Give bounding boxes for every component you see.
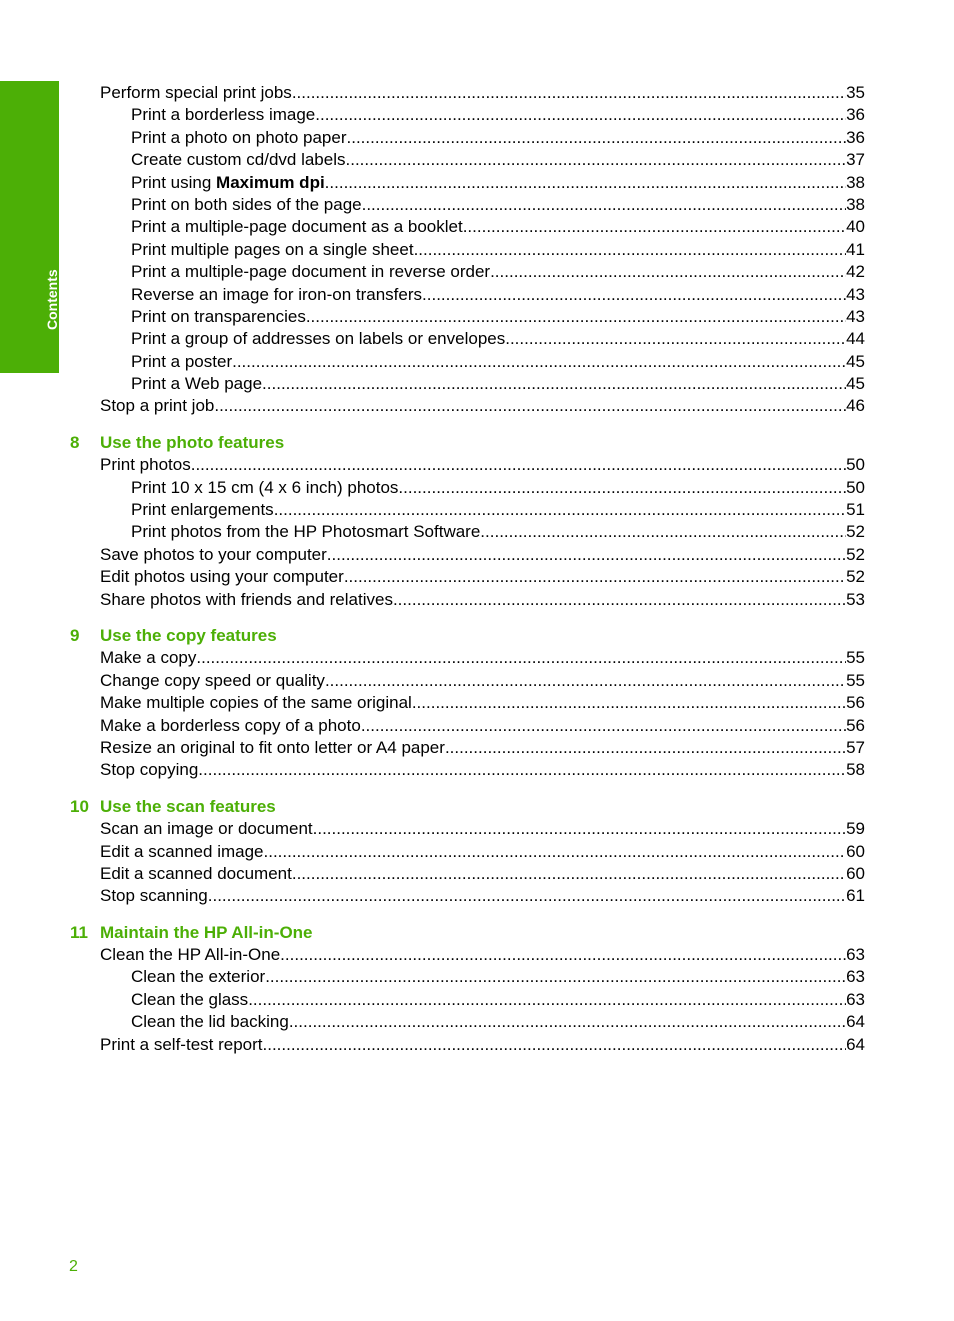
toc-entry-title (100, 82, 292, 104)
toc-row (0, 647, 954, 669)
toc-entry-title-text: Print photos from the HP Photosmart Software (131, 522, 481, 542)
toc-page-number: 60 (846, 841, 865, 861)
toc-row (0, 966, 954, 988)
toc-row (0, 351, 954, 373)
dot-leader (208, 885, 846, 907)
toc-entry-title (131, 499, 274, 521)
dot-leader (445, 737, 846, 759)
toc-row (0, 989, 954, 1011)
toc-entry-title (100, 715, 361, 737)
toc-entry-title (131, 1011, 289, 1033)
toc-row (0, 373, 954, 395)
toc-entry[interactable] (100, 670, 865, 692)
dot-leader (325, 670, 846, 692)
toc-page-number: 36 (846, 127, 865, 147)
toc-row (0, 261, 954, 283)
toc-row (0, 863, 954, 885)
toc-entry[interactable] (131, 499, 865, 521)
chapter-title: Use the scan features (100, 796, 276, 816)
toc-row (0, 499, 954, 521)
chapter-number: 11 (70, 922, 88, 942)
toc-entry[interactable] (100, 841, 865, 863)
chapter-title: Use the copy features (100, 625, 277, 645)
toc-row (0, 818, 954, 840)
toc-entry-title-text: Print a photo on photo paper (131, 127, 347, 147)
toc-page-number: 56 (846, 715, 865, 735)
chapter-title: Use the photo features (100, 432, 285, 452)
dot-leader (398, 477, 846, 499)
toc-row (0, 692, 954, 714)
toc-entry[interactable] (100, 944, 865, 966)
toc-row (0, 841, 954, 863)
chapter-heading[interactable] (0, 922, 954, 944)
dot-leader (265, 966, 846, 988)
toc-page-number: 59 (846, 819, 865, 839)
toc-entry-title (100, 454, 191, 476)
toc-entry-title (131, 989, 248, 1011)
toc-page-number: 37 (846, 150, 865, 170)
toc-entry-title (100, 841, 264, 863)
dot-leader (264, 841, 847, 863)
toc-entry-title-text: Stop a print job (100, 396, 215, 416)
chapter-title: Maintain the HP All-in-One (100, 922, 313, 942)
toc-row (0, 104, 954, 126)
toc-entry[interactable] (100, 647, 865, 669)
dot-leader (346, 149, 847, 171)
toc-page-number: 50 (846, 477, 865, 497)
toc-entry-title-text: Change copy speed or quality (100, 670, 325, 690)
dot-leader (313, 818, 846, 840)
toc-entry-title-text: Save photos to your computer (100, 544, 327, 564)
toc-entry-title-text: Print on transparencies (131, 306, 306, 326)
toc-entry-title (131, 216, 463, 238)
toc-row (0, 737, 954, 759)
toc-entry-title (131, 351, 232, 373)
toc-entry-title-text: Print a Web page (131, 374, 263, 394)
toc-entry-title (131, 521, 480, 543)
toc-row (0, 566, 954, 588)
toc-entry-title-text: Print a poster (131, 351, 233, 371)
toc-page-number: 52 (846, 544, 865, 564)
toc-row (0, 477, 954, 499)
toc-entry-title-text: Stop copying (100, 760, 199, 780)
toc-entry[interactable] (100, 589, 865, 611)
toc-entry-title (131, 261, 490, 283)
toc-row (0, 1011, 954, 1033)
toc-entry[interactable] (100, 715, 865, 737)
chapter-heading[interactable] (0, 796, 954, 818)
toc-entry-title (100, 1034, 263, 1056)
toc-page-number: 60 (846, 863, 865, 883)
dot-leader (325, 172, 846, 194)
toc-entry[interactable] (131, 966, 865, 988)
toc-entry[interactable] (131, 104, 865, 126)
toc-row (0, 454, 954, 476)
toc-entry-title-text: Edit photos using your computer (100, 567, 344, 587)
toc-entry-title (131, 284, 422, 306)
chapter-heading[interactable] (0, 625, 954, 647)
toc-entry[interactable] (131, 149, 865, 171)
toc-entry-title-text: Print enlargements (131, 500, 274, 520)
toc-entry-title (100, 759, 198, 781)
toc-entry-title-text: Print a group of addresses on labels or envelopes (131, 329, 506, 349)
chapter-number: 10 (70, 796, 89, 816)
toc-row (0, 194, 954, 216)
toc-page-number: 64 (846, 1034, 865, 1054)
toc-row (0, 589, 954, 611)
dot-leader (248, 989, 846, 1011)
toc-row (0, 715, 954, 737)
toc-row (0, 521, 954, 543)
dot-leader (414, 239, 847, 261)
toc-entry[interactable] (131, 172, 865, 194)
toc-entry-title (131, 127, 347, 149)
toc-entry-title (100, 692, 412, 714)
toc-row (0, 759, 954, 781)
toc-page-number: 63 (846, 989, 865, 1009)
dot-leader (505, 328, 846, 350)
toc-page-number: 51 (846, 500, 865, 520)
dot-leader (347, 127, 847, 149)
dot-leader (463, 216, 846, 238)
dot-leader (196, 647, 846, 669)
dot-leader (327, 544, 846, 566)
toc-entry-title-text: Reverse an image for iron-on transfers (131, 284, 423, 304)
toc-entry[interactable] (131, 328, 865, 350)
toc-entry-title (131, 373, 262, 395)
toc-row (0, 216, 954, 238)
toc-entry[interactable] (100, 1034, 865, 1056)
dot-leader (362, 194, 846, 216)
dot-leader (262, 373, 846, 395)
toc-entry-title-text: Print multiple pages on a single sheet (131, 239, 414, 259)
toc-entry-title-text: Clean the HP All-in-One (100, 945, 281, 965)
toc-entry[interactable] (131, 1011, 865, 1033)
dot-leader (292, 863, 846, 885)
toc-entry[interactable] (131, 194, 865, 216)
toc-page-number: 38 (846, 172, 865, 192)
toc-entry[interactable] (131, 477, 865, 499)
toc-page-number: 45 (846, 351, 865, 371)
dot-leader (191, 454, 846, 476)
toc-page-number: 44 (846, 329, 865, 349)
toc-page-number: 46 (846, 396, 865, 416)
toc-page-number: 58 (846, 760, 865, 780)
toc-entry[interactable] (100, 737, 865, 759)
toc-entry-title-text: Clean the exterior (131, 967, 266, 987)
toc-entry-title (100, 818, 313, 840)
dot-leader (280, 944, 846, 966)
toc-page-number: 35 (846, 83, 865, 102)
toc-entry[interactable] (131, 239, 865, 261)
toc-page-number: 64 (846, 1012, 865, 1032)
dot-leader (232, 351, 846, 373)
toc-entry[interactable] (100, 454, 865, 476)
dot-leader (214, 395, 846, 417)
toc-page-number: 50 (846, 455, 865, 475)
toc-entry-title-text: Make a borderless copy of a photo (100, 715, 361, 735)
toc-entry-title-text: Create custom cd/dvd labels (131, 150, 346, 170)
toc-entry-title (131, 306, 306, 328)
toc-entry-title-bold: Maximum dpi (216, 172, 325, 192)
chapter-heading[interactable] (0, 432, 954, 454)
toc-page-number: 52 (846, 522, 865, 542)
toc-entry-title (131, 477, 398, 499)
page-number: 2 (69, 1258, 78, 1275)
dot-leader (263, 1034, 847, 1056)
toc-page-number: 53 (846, 589, 865, 609)
toc-page-number: 52 (846, 567, 865, 587)
toc-page-number: 56 (846, 693, 865, 713)
toc-page-number: 57 (846, 737, 865, 757)
toc-entry[interactable] (131, 521, 865, 543)
toc-row (0, 82, 954, 104)
toc-row (0, 306, 954, 328)
toc-entry-title-text: Make multiple copies of the same original (100, 693, 412, 713)
toc-entry[interactable] (100, 395, 865, 417)
toc-row (0, 670, 954, 692)
toc-entry-title (100, 863, 292, 885)
chapter-number: 9 (70, 625, 80, 645)
toc-entry-title-text: Edit a scanned document (100, 863, 292, 883)
toc-page-number: 55 (846, 670, 865, 690)
dot-leader (292, 82, 846, 104)
toc-entry[interactable] (131, 261, 865, 283)
toc-entry-title (100, 589, 393, 611)
toc-row (0, 328, 954, 350)
toc-page-number: 63 (846, 945, 865, 965)
toc-entry[interactable] (100, 544, 865, 566)
toc-entry[interactable] (131, 306, 865, 328)
toc-row (0, 544, 954, 566)
toc-entry-title (131, 239, 414, 261)
toc-entry-title-text: Print a self-test report (100, 1034, 263, 1054)
toc-row (0, 1034, 954, 1056)
toc-entry[interactable] (131, 127, 865, 149)
toc-page-number: 42 (846, 262, 865, 282)
toc-entry[interactable] (100, 863, 865, 885)
toc-entry-title-text: Stop scanning (100, 886, 208, 906)
toc-page-number: 63 (846, 967, 865, 987)
toc-entry-title (100, 647, 196, 669)
toc-entry-title-text: Edit a scanned image (100, 841, 264, 861)
toc-row (0, 284, 954, 306)
toc-entry-title-text: Print a borderless image (131, 105, 316, 125)
toc-entry-title-text: Clean the glass (131, 989, 249, 1009)
toc-entry[interactable] (131, 216, 865, 238)
toc-page-number: 41 (846, 239, 865, 259)
toc-row (0, 395, 954, 417)
dot-leader (361, 715, 846, 737)
toc-entry-title-text: Print photos (100, 455, 191, 475)
toc-entry[interactable] (131, 373, 865, 395)
dot-leader (289, 1011, 846, 1033)
toc-page-number: 43 (846, 284, 865, 304)
toc-entry-title (131, 104, 315, 126)
toc-entry-title (100, 566, 344, 588)
toc-row (0, 239, 954, 261)
toc-entry[interactable] (100, 759, 865, 781)
dot-leader (198, 759, 846, 781)
toc-entry[interactable] (100, 692, 865, 714)
toc-entry[interactable] (100, 82, 865, 104)
toc-entry-title-text: Resize an original to fit onto letter or A4 paper (100, 737, 445, 757)
toc-row (0, 127, 954, 149)
toc-entry-title-text: Print a multiple-page document as a booklet (131, 217, 463, 237)
toc-entry-title-text: Clean the lid backing (131, 1012, 289, 1032)
toc-entry-title-text: Print using (131, 172, 217, 192)
toc-page-number: 36 (846, 105, 865, 125)
dot-leader (490, 261, 846, 283)
dot-leader (315, 104, 846, 126)
toc-entry-title (100, 395, 214, 417)
table-of-contents (0, 82, 954, 1056)
toc-entry-title (100, 544, 327, 566)
toc-entry-title (131, 194, 362, 216)
toc-entry-title-text: Share photos with friends and relatives (100, 589, 393, 609)
dot-leader (412, 692, 846, 714)
toc-entry-title (131, 172, 325, 194)
toc-entry-title-text: Print a multiple-page document in reverse order (131, 262, 491, 282)
side-tab-label: Contents (44, 269, 60, 330)
toc-entry[interactable] (100, 885, 865, 907)
toc-entry[interactable] (100, 818, 865, 840)
toc-entry-title-text: Scan an image or document (100, 819, 313, 839)
toc-page-number: 40 (846, 217, 865, 237)
toc-row (0, 885, 954, 907)
toc-row (0, 944, 954, 966)
dot-leader (344, 566, 846, 588)
toc-page-number: 55 (846, 648, 865, 668)
toc-entry-title-text: Make a copy (100, 648, 197, 668)
toc-page-number: 43 (846, 306, 865, 326)
toc-entry-title (100, 944, 280, 966)
toc-entry-title (100, 670, 325, 692)
dot-leader (422, 284, 846, 306)
toc-row (0, 149, 954, 171)
toc-page-number: 45 (846, 374, 865, 394)
toc-entry-title-text: Perform special print jobs (100, 83, 292, 102)
toc-entry-title (100, 885, 208, 907)
toc-entry-title (131, 149, 346, 171)
toc-entry[interactable] (100, 566, 865, 588)
chapter-number: 8 (70, 432, 80, 452)
toc-entry-title (131, 328, 505, 350)
toc-entry[interactable] (131, 989, 865, 1011)
toc-entry-title-text: Print 10 x 15 cm (4 x 6 inch) photos (131, 477, 399, 497)
dot-leader (480, 521, 846, 543)
toc-entry-title (131, 966, 265, 988)
dot-leader (306, 306, 846, 328)
toc-page-number: 38 (846, 194, 865, 214)
toc-entry-title-text: Print on both sides of the page (131, 194, 362, 214)
toc-entry[interactable] (131, 351, 865, 373)
toc-entry-title (100, 737, 445, 759)
toc-page-number: 61 (846, 886, 865, 906)
toc-entry[interactable] (131, 284, 865, 306)
toc-row (0, 172, 954, 194)
dot-leader (274, 499, 846, 521)
dot-leader (393, 589, 846, 611)
